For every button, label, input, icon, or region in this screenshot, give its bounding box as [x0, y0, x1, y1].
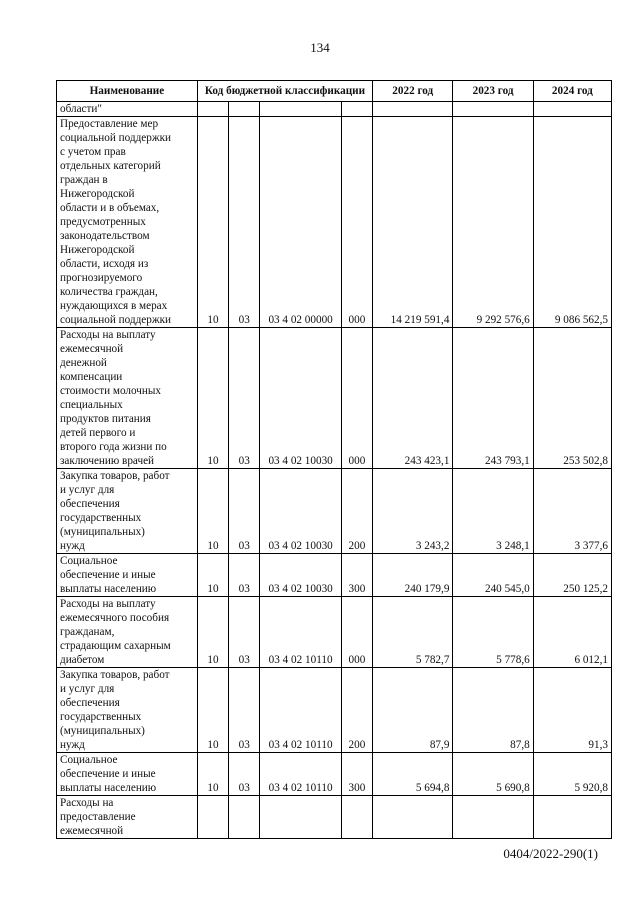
- row-value-2024: 6 012,1: [533, 597, 611, 668]
- row-value-2023: 9 292 576,6: [453, 117, 533, 328]
- row-target-article-code: 03 4 02 10030: [260, 328, 341, 469]
- table-row: [57, 328, 612, 469]
- row-expense-type-code: 200: [341, 668, 372, 753]
- row-name-cell: Закупка товаров, работ и услуг для обеспечения государственных (муниципальных) нужд: [57, 469, 198, 554]
- table-row: [57, 796, 612, 839]
- row-value-2023: [453, 102, 533, 117]
- row-value-2024: 9 086 562,5: [533, 117, 611, 328]
- row-expense-type-code: [341, 102, 372, 117]
- row-target-article-code: 03 4 02 10110: [260, 753, 341, 796]
- row-subsection-code: 03: [229, 469, 260, 554]
- table-row: [57, 469, 612, 554]
- row-subsection-code: 03: [229, 554, 260, 597]
- row-section-code: 10: [197, 753, 228, 796]
- row-value-2023: 87,8: [453, 668, 533, 753]
- row-target-article-code: 03 4 02 00000: [260, 117, 341, 328]
- header-2024: 2024 год: [533, 81, 611, 102]
- header-code: Код бюджетной классификации: [197, 81, 372, 102]
- row-value-2024: [533, 102, 611, 117]
- row-name-cell: Расходы на выплату ежемесячного пособия гражданам, страдающим сахарным диабетом: [57, 597, 198, 668]
- row-value-2022: 5 694,8: [373, 753, 453, 796]
- row-expense-type-code: 000: [341, 328, 372, 469]
- row-section-code: 10: [197, 554, 228, 597]
- row-value-2022: 87,9: [373, 668, 453, 753]
- row-value-2024: 250 125,2: [533, 554, 611, 597]
- row-value-2024: 91,3: [533, 668, 611, 753]
- header-2022: 2022 год: [373, 81, 453, 102]
- row-section-code: 10: [197, 668, 228, 753]
- row-section-code: 10: [197, 328, 228, 469]
- row-value-2024: 253 502,8: [533, 328, 611, 469]
- row-value-2023: 240 545,0: [453, 554, 533, 597]
- row-value-2022: 3 243,2: [373, 469, 453, 554]
- row-value-2024: 3 377,6: [533, 469, 611, 554]
- document-code: 0404/2022-290(1): [503, 846, 598, 861]
- row-name-cell: Предоставление мер социальной поддержки с учетом прав отдельных категорий граждан в Нижегородской области и в объемах, предусмотренных законодательством Нижегородской области, исходя из прогнозируемого количества граждан, нуждающихся в мерах социальной поддержки: [57, 117, 198, 328]
- row-target-article-code: 03 4 02 10110: [260, 597, 341, 668]
- row-expense-type-code: 300: [341, 753, 372, 796]
- row-target-article-code: [260, 796, 341, 839]
- table-row: [57, 554, 612, 597]
- table-row: [57, 597, 612, 668]
- budget-table: [56, 80, 612, 839]
- page-number: 134: [310, 40, 330, 55]
- row-subsection-code: 03: [229, 597, 260, 668]
- row-value-2022: 5 782,7: [373, 597, 453, 668]
- row-value-2024: 5 920,8: [533, 753, 611, 796]
- row-target-article-code: 03 4 02 10030: [260, 469, 341, 554]
- row-name-cell: Расходы на выплату ежемесячной денежной компенсации стоимости молочных специальных продуктов питания детей первого и второго года жизни по заключению врачей: [57, 328, 198, 469]
- row-name-cell: Социальное обеспечение и иные выплаты населению: [57, 554, 198, 597]
- table-body: [57, 102, 612, 839]
- row-expense-type-code: 300: [341, 554, 372, 597]
- row-value-2022: 243 423,1: [373, 328, 453, 469]
- row-value-2022: 240 179,9: [373, 554, 453, 597]
- row-value-2023: 3 248,1: [453, 469, 533, 554]
- row-value-2022: [373, 102, 453, 117]
- row-subsection-code: 03: [229, 753, 260, 796]
- row-section-code: [197, 796, 228, 839]
- row-subsection-code: [229, 796, 260, 839]
- row-name-cell: Закупка товаров, работ и услуг для обеспечения государственных (муниципальных) нужд: [57, 668, 198, 753]
- row-expense-type-code: [341, 796, 372, 839]
- row-section-code: 10: [197, 597, 228, 668]
- row-name-cell: области": [57, 102, 198, 117]
- row-value-2023: 243 793,1: [453, 328, 533, 469]
- row-section-code: [197, 102, 228, 117]
- table-row: [57, 102, 612, 117]
- row-subsection-code: 03: [229, 328, 260, 469]
- row-target-article-code: 03 4 02 10110: [260, 668, 341, 753]
- table-row: [57, 117, 612, 328]
- row-subsection-code: 03: [229, 668, 260, 753]
- row-name-cell: Социальное обеспечение и иные выплаты населению: [57, 753, 198, 796]
- row-value-2022: 14 219 591,4: [373, 117, 453, 328]
- row-value-2022: [373, 796, 453, 839]
- row-value-2023: 5 690,8: [453, 753, 533, 796]
- table-row: [57, 753, 612, 796]
- row-section-code: 10: [197, 469, 228, 554]
- row-expense-type-code: 000: [341, 597, 372, 668]
- row-expense-type-code: 200: [341, 469, 372, 554]
- row-value-2023: [453, 796, 533, 839]
- row-value-2024: [533, 796, 611, 839]
- row-target-article-code: 03 4 02 10030: [260, 554, 341, 597]
- row-expense-type-code: 000: [341, 117, 372, 328]
- row-section-code: 10: [197, 117, 228, 328]
- row-name-cell: Расходы на предоставление ежемесячной: [57, 796, 198, 839]
- row-subsection-code: 03: [229, 117, 260, 328]
- row-subsection-code: [229, 102, 260, 117]
- table-row: [57, 668, 612, 753]
- row-value-2023: 5 778,6: [453, 597, 533, 668]
- header-2023: 2023 год: [453, 81, 533, 102]
- header-name: Наименование: [57, 81, 198, 102]
- row-target-article-code: [260, 102, 341, 117]
- table-header-row: [57, 81, 612, 102]
